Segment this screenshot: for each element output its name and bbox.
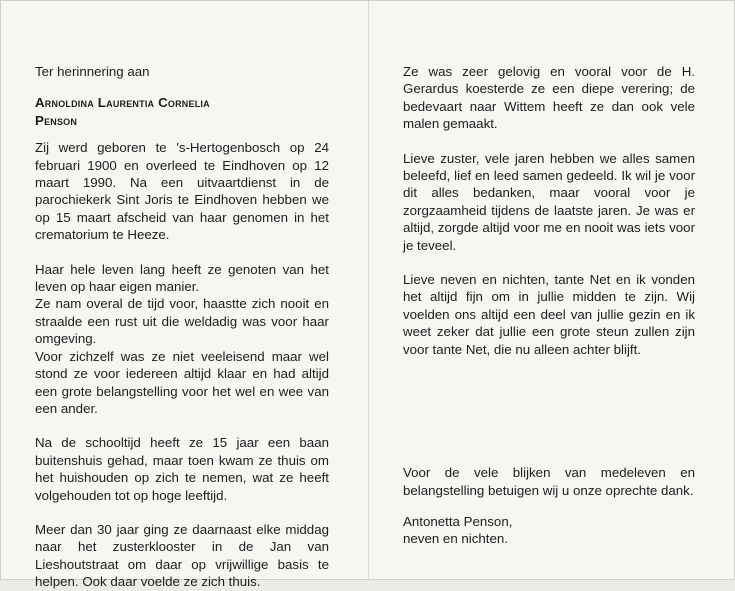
biography-paragraph-2: Haar hele leven lang heeft ze genoten van het leven op haar eigen manier.: [35, 261, 329, 295]
signature-line-1: Antonetta Penson,: [403, 513, 513, 529]
thanks-paragraph: Voor de vele blijken van medeleven en belangstelling betuigen wij u onze oprechte dank.: [403, 465, 695, 498]
deceased-name-line2: Penson: [35, 112, 78, 128]
right-panel: [403, 63, 695, 548]
intro-text: Ter herinnering aan: [35, 64, 150, 79]
biography-paragraph-5: Na de schooltijd heeft ze 15 jaar een baan buitenshuis gehad, maar toen kwam ze thuis om het huishouden op zich te nemen, wat ze heeft volgehouden tot op hoge leeftijd.: [35, 435, 329, 503]
biography-paragraph-4: Voor zichzelf was ze niet veeleisend maar wel stond ze voor iedereen altijd klaar en had altijd een grote belangstelling voor het wel en wee van een ander.: [35, 348, 329, 416]
biography-paragraph-1: Zij werd geboren te 's-Hertogenbosch op 24 februari 1900 en overleed te Eindhoven op 12 maart 1990. Na een uitvaartdienst in de parochiekerk Sint Joris te Eindhoven hebben we op 15 maart afscheid van haar genomen in het crematorium te Heeze.: [35, 140, 329, 243]
signature-line-2: neven en nichten.: [403, 531, 508, 547]
deceased-name-line1: Arnoldina Laurentia Cornelia: [35, 95, 210, 111]
sister-paragraph: Lieve zuster, vele jaren hebben we alles samen beleefd, lief en leed samen gedeeld. Ik wil je voor dit alles bedanken, maar vooral voor je zorgzaamheid tijdens de laatste jaren. Je was er altijd, zorgde altijd voor me en nooit was iets voor je teveel.: [403, 150, 695, 253]
biography-paragraph-3: Ze nam overal de tijd voor, haastte zich nooit en straalde een rust uit die weldadig was voor haar omgeving.: [35, 296, 329, 347]
deceased-name: [35, 94, 329, 129]
faith-paragraph: Ze was zeer gelovig en vooral voor de H. Gerardus koesterde ze een diepe verering; de bedevaart naar Wittem heeft ze dan ook vele malen gemaakt.: [403, 64, 695, 132]
left-panel: [35, 63, 329, 591]
family-paragraph: Lieve neven en nichten, tante Net en ik vonden het altijd fijn om in jullie midden te zijn. Wij voelden ons altijd een deel van jullie gezin en ik weet zeker dat jullie een grote steun zullen zijn voor tante Net, die nu alleen achter blijft.: [403, 272, 695, 357]
card-fold: [368, 1, 369, 581]
biography-paragraph-6: Meer dan 30 jaar ging ze daarnaast elke middag naar het zusterklooster in de Jan van Lieshoutstraat om daar op vrijwillige basis te helpen. Ook daar voelde ze zich thuis.: [35, 521, 329, 590]
